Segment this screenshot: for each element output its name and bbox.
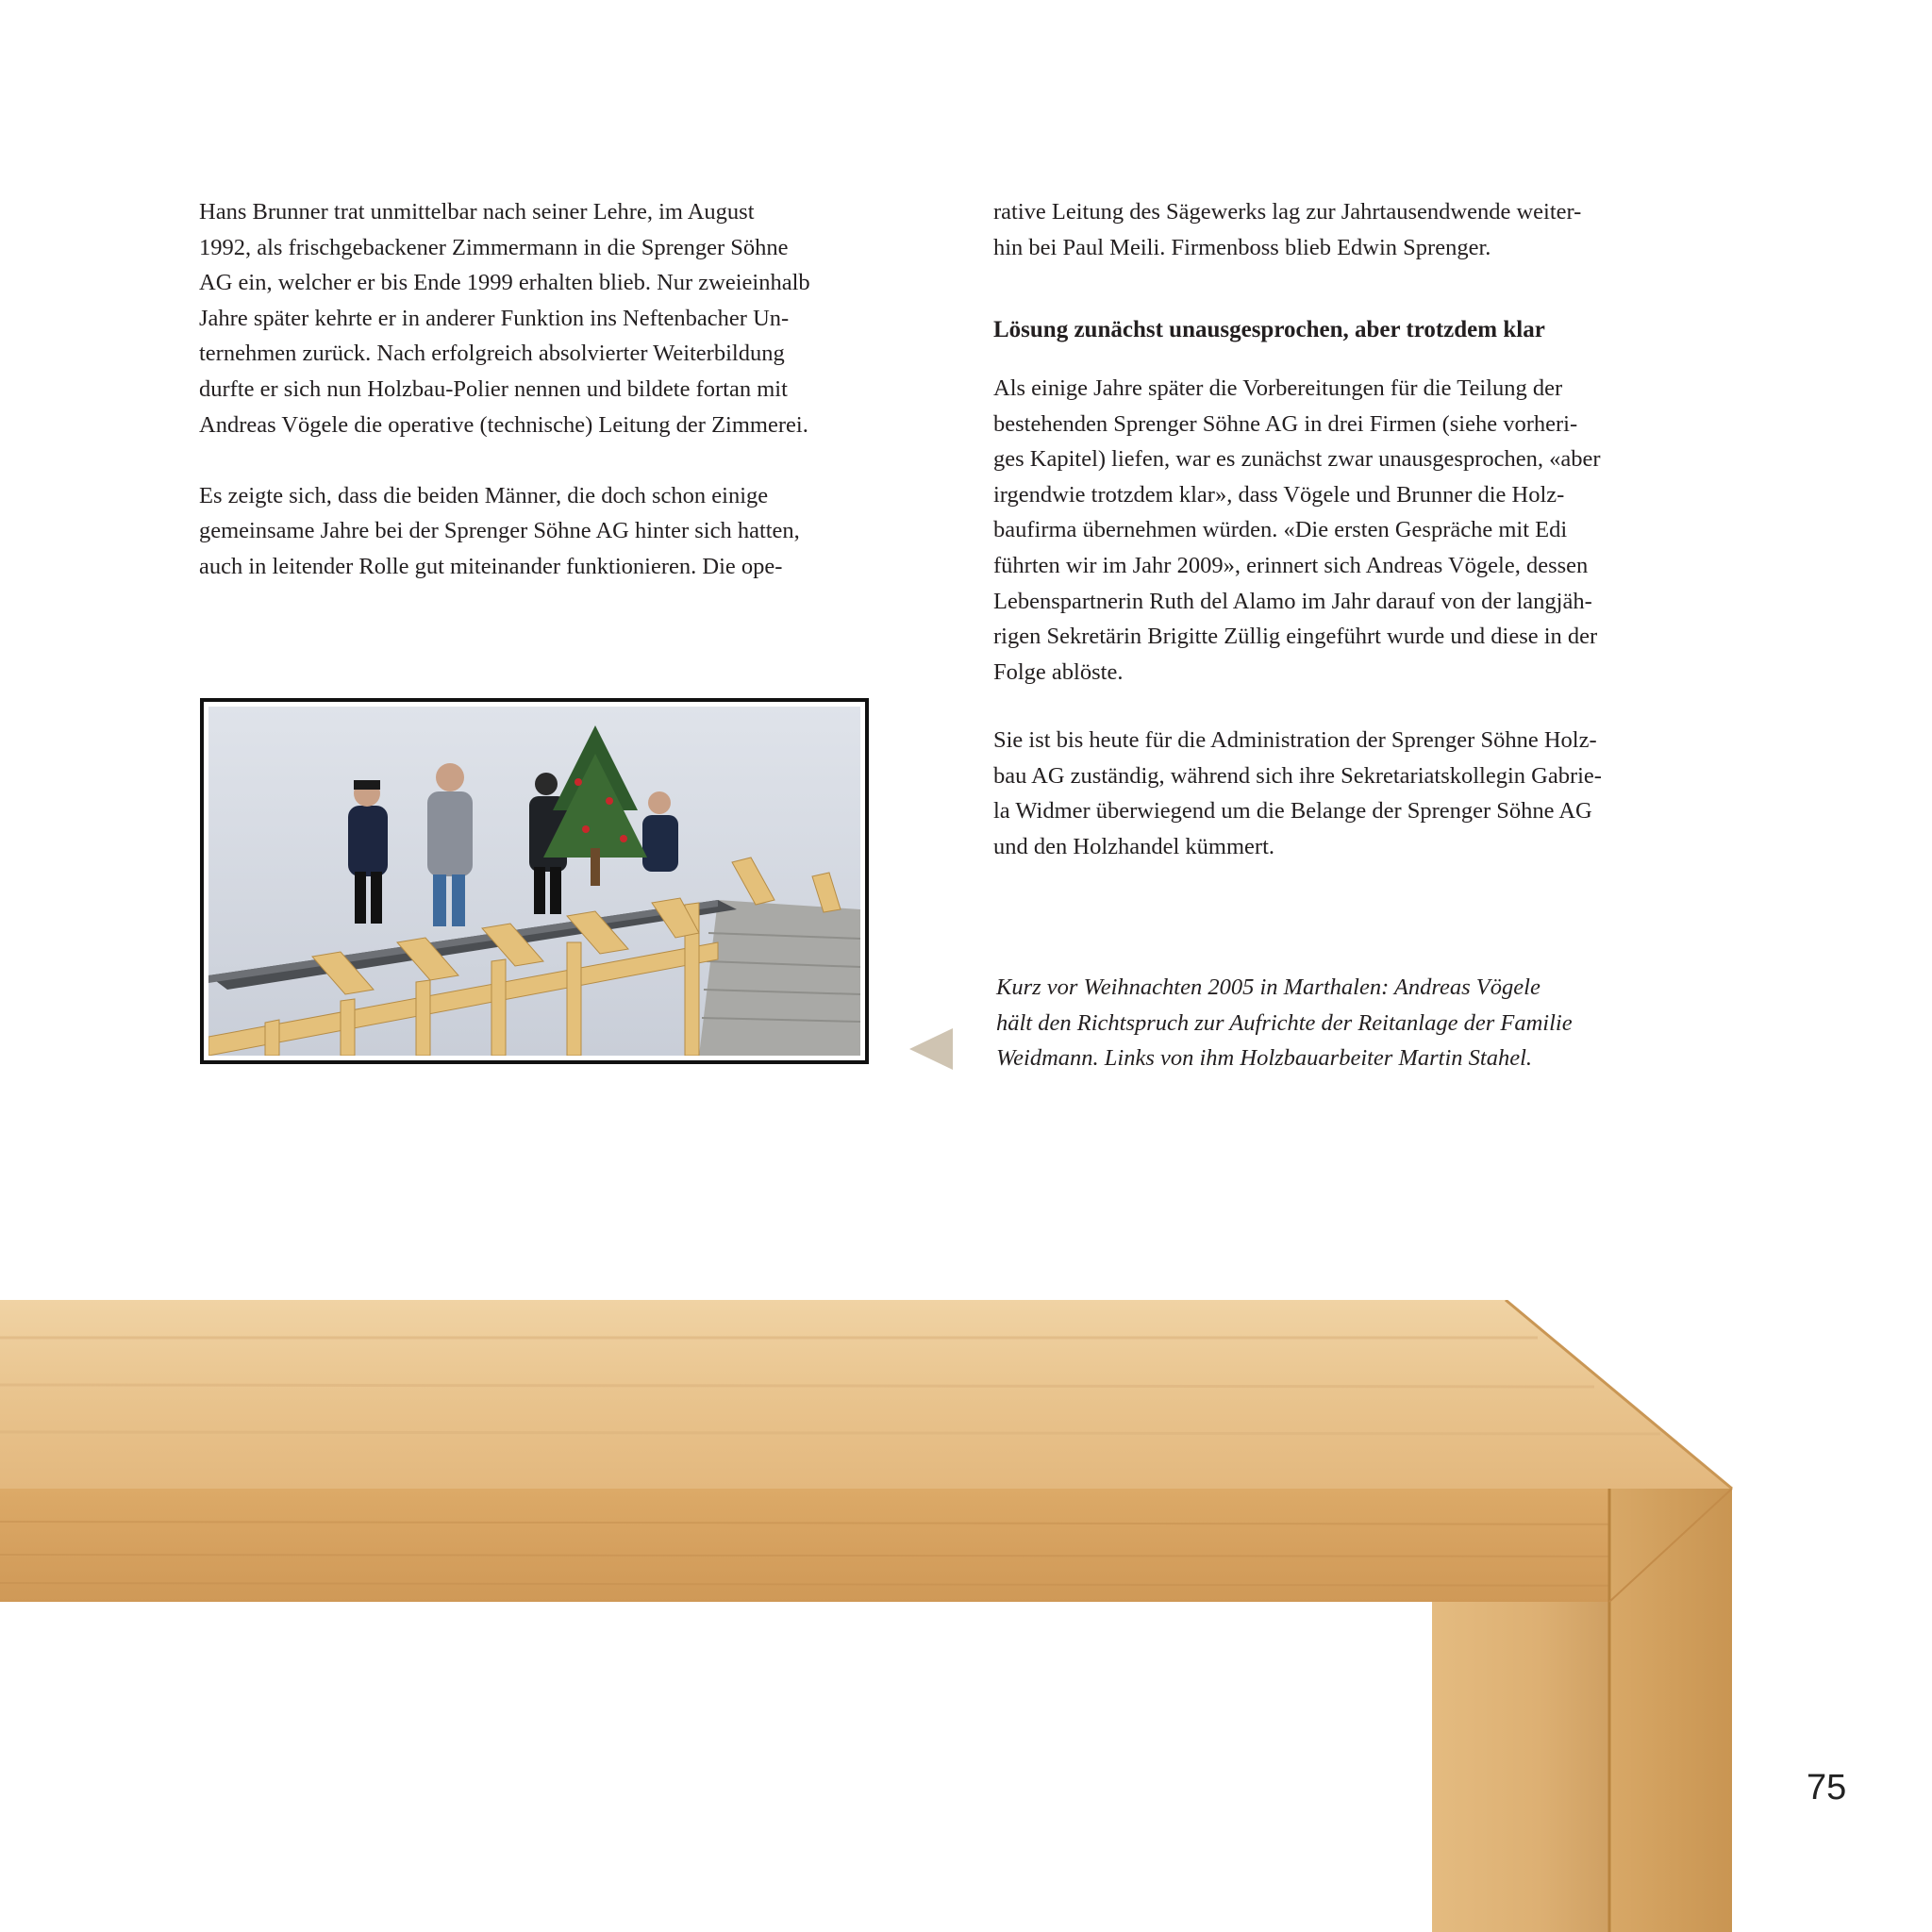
- photo-beam: [265, 1020, 279, 1056]
- paragraph-company-split: [993, 371, 1691, 690]
- table-leg-front: [1432, 1602, 1609, 1932]
- caption-line: Kurz vor Weihnachten 2005 in Marthalen: Andreas Vögele: [996, 974, 1541, 1000]
- photo-roof-ceremony: [200, 698, 869, 1064]
- caption-pointer-icon: [909, 1028, 953, 1070]
- table-leg-side: [1609, 1489, 1732, 1932]
- paragraph-brunner-career: [199, 194, 878, 442]
- text-line: führten wir im Jahr 2009», erinnert sich Andreas Vögele, dessen: [993, 552, 1589, 578]
- photo-caption: [996, 970, 1573, 1076]
- text-line: und den Holzhandel kümmert.: [993, 833, 1275, 859]
- text-line: Andreas Vögele die operative (technische) Leitung der Zimmerei.: [199, 411, 808, 438]
- section-heading: Lösung zunächst unausgesprochen, aber trotzdem klar: [993, 317, 1545, 342]
- text-line: Sie ist bis heute für die Administration der Sprenger Söhne Holz-: [993, 727, 1597, 753]
- text-line: durfte er sich nun Holzbau-Polier nennen und bildete fortan mit: [199, 375, 788, 402]
- text-line: auch in leitender Rolle gut miteinander funktionieren. Die ope-: [199, 553, 783, 579]
- caption-line: Weidmann. Links von ihm Holzbauarbeiter Martin Stahel.: [996, 1045, 1533, 1072]
- text-line: rative Leitung des Sägewerks lag zur Jahrtausendwende weiter-: [993, 199, 1582, 225]
- text-line: hin bei Paul Meili. Firmenboss blieb Edwin Sprenger.: [993, 234, 1491, 260]
- photo-beam: [567, 942, 581, 1056]
- text-line: Folge ablöste.: [993, 658, 1124, 685]
- text-line: Lebenspartnerin Ruth del Alamo im Jahr darauf von der langjäh-: [993, 588, 1592, 614]
- text-line: ges Kapitel) liefen, war es zunächst zwar unausgesprochen, «aber: [993, 446, 1601, 473]
- text-line: bau AG zuständig, während sich ihre Sekretariatskollegin Gabrie-: [993, 762, 1602, 789]
- photo-building-wall: [699, 900, 860, 1056]
- table-top-surface: [0, 1300, 1732, 1489]
- text-line: Es zeigte sich, dass die beiden Männer, die doch schon einige: [199, 482, 769, 508]
- paragraph-administration: [993, 723, 1691, 864]
- text-line: Hans Brunner trat unmittelbar nach seiner Lehre, im August: [199, 199, 755, 225]
- text-line: rigen Sekretärin Brigitte Züllig eingeführt wurde und diese in der: [993, 624, 1598, 650]
- text-line: Als einige Jahre später die Vorbereitungen für die Teilung der: [993, 375, 1563, 401]
- photo-beam: [341, 999, 355, 1056]
- text-line: ternehmen zurück. Nach erfolgreich absolvierter Weiterbildung: [199, 341, 785, 367]
- text-line: 1992, als frischgebackener Zimmermann in die Sprenger Söhne: [199, 234, 789, 260]
- text-line: gemeinsame Jahre bei der Sprenger Söhne AG hinter sich hatten,: [199, 518, 800, 544]
- page-number: 75: [1807, 1768, 1847, 1807]
- text-line: irgendwie trotzdem klar», dass Vögele und Brunner die Holz-: [993, 481, 1565, 508]
- text-line: bestehenden Sprenger Söhne AG in drei Firmen (siehe vorheri-: [993, 410, 1578, 437]
- caption-line: hält den Richtspruch zur Aufrichte der Reitanlage der Familie: [996, 1009, 1573, 1036]
- photo-beam: [491, 959, 506, 1056]
- photo-illustration: [208, 707, 860, 1056]
- left-text-column: [199, 194, 878, 585]
- paragraph-leadership: [199, 478, 878, 585]
- wooden-table-image: [0, 1300, 1932, 1932]
- photo-beam: [416, 980, 430, 1056]
- text-line: baufirma übernehmen würden. «Die ersten Gespräche mit Edi: [993, 517, 1568, 543]
- paragraph-continuation: [993, 194, 1691, 265]
- text-line: la Widmer überwiegend um die Belange der Sprenger Söhne AG: [993, 798, 1592, 824]
- paragraph-gap: [199, 442, 878, 478]
- text-line: Jahre später kehrte er in anderer Funktion ins Neftenbacher Un-: [199, 305, 790, 331]
- text-line: AG ein, welcher er bis Ende 1999 erhalten blieb. Nur zweieinhalb: [199, 270, 810, 296]
